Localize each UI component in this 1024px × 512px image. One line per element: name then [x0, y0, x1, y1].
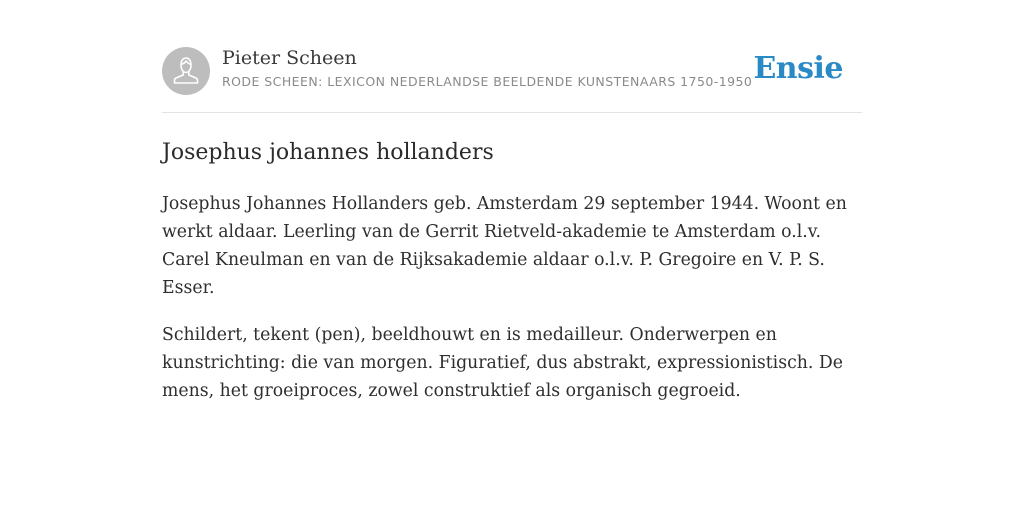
article-header — [162, 46, 862, 113]
user-silhouette-icon — [162, 47, 210, 95]
article-body — [162, 138, 862, 405]
article-title: Josephus johannes hollanders — [162, 140, 494, 165]
author-avatar[interactable] — [162, 47, 210, 95]
article-paragraph: Schildert, tekent (pen), beeldhouwt en is medailleur. Onderwerpen en kunstrichting: die van morgen. Figuratief, dus abstrakt, expressionistisch. De mens, het groeiproces, zowel construktief als organisch gegroeid. — [162, 325, 843, 401]
author-name[interactable]: Pieter Scheen — [222, 47, 357, 69]
ensie-logo[interactable]: Ensie — [753, 51, 843, 86]
source-title[interactable]: RODE SCHEEN: LEXICON NEDERLANDSE BEELDENDE KUNSTENAARS 1750-1950 — [222, 74, 753, 89]
article-paragraph: Josephus Johannes Hollanders geb. Amsterdam 29 september 1944. Woont en werkt aldaar. Leerling van de Gerrit Rietveld-akademie te Amsterdam o.l.v. Carel Kneulman en van de Rijksakademie aldaar o.l.v. P. Gregoire en V. P. S. Esser. — [162, 194, 847, 298]
